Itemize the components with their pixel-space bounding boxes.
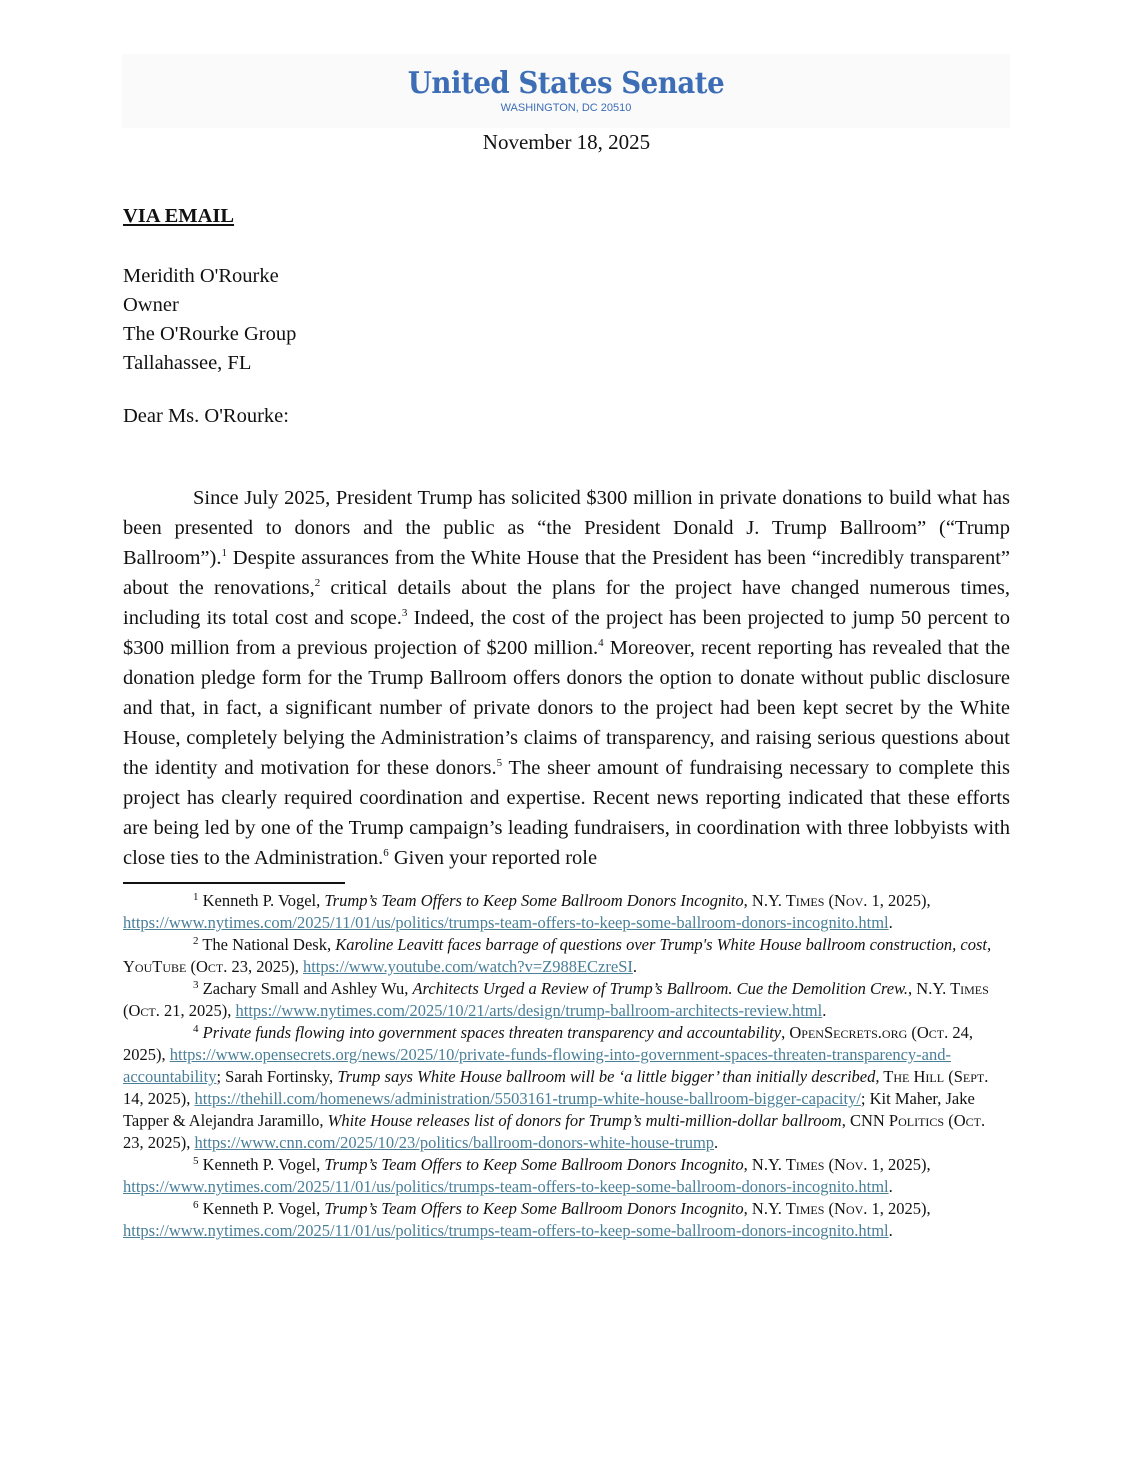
footnote-link[interactable]: https://www.opensecrets.org/news/2025/10/private-funds-flowing-into-government-spaces-threaten-transparency-and-accountability	[123, 1045, 951, 1086]
footnote-divider	[123, 882, 345, 884]
footnote-ref[interactable]: 5	[496, 756, 503, 769]
footnote-number: 5	[193, 1155, 199, 1167]
footnote-number: 1	[193, 891, 199, 903]
footnote-number: 4	[193, 1023, 199, 1035]
footnote-title: Private funds flowing into government spaces threaten transparency and accountability	[198, 1023, 782, 1042]
footnote-title: White House releases list of donors for Trump’s multi-million-dollar ballroom	[327, 1111, 842, 1130]
footnote-publication: , N.Y. Times (Oct. 21, 2025),	[123, 979, 989, 1020]
footnote-ref[interactable]: 3	[401, 606, 408, 619]
footnote-publication: , CNN Politics (Oct. 23, 2025),	[123, 1111, 986, 1152]
body-sentence: Indeed, the cost of the project has been projected to jump 50 percent to $300 million from a previous projection of $200 million.	[123, 606, 1010, 659]
footnote-ref[interactable]: 1	[221, 546, 227, 559]
footnote-publication: , N.Y. Times (Nov. 1, 2025),	[743, 891, 931, 910]
footnote-link[interactable]: https://www.nytimes.com/2025/10/21/arts/design/trump-ballroom-architects-review.html	[235, 1001, 823, 1020]
footnote-publication: YouTube (Oct. 23, 2025),	[123, 957, 303, 976]
footnote-end: .	[632, 957, 637, 976]
footnote-3	[123, 978, 993, 1022]
footnote-number: 6	[193, 1199, 199, 1211]
footnote-link[interactable]: https://www.cnn.com/2025/10/23/politics/ballroom-donors-white-house-trump	[194, 1133, 715, 1152]
footnote-ref[interactable]: 2	[314, 576, 321, 589]
footnote-title: Architects Urged a Review of Trump’s Ballroom. Cue the Demolition Crew.	[412, 979, 909, 998]
footnote-5	[123, 1154, 993, 1198]
recipient-organization: The O'Rourke Group	[123, 323, 297, 345]
footnote-1	[123, 890, 993, 934]
footnote-ref[interactable]: 4	[598, 636, 604, 649]
footnote-end: .	[822, 1001, 827, 1020]
body-sentence: Given your reported role	[388, 846, 598, 869]
footnote-link[interactable]: https://www.youtube.com/watch?v=Z988ECzreSI	[302, 957, 633, 976]
body-paragraph	[123, 483, 1010, 873]
footnotes	[123, 890, 993, 1242]
body-sentence: Since July 2025, President Trump has solicited $300 million in private donations to build what has been presented to donors and the public as “the President Donald J. Trump Ballroom” (“Trump Ballroom”).	[123, 486, 1010, 569]
footnote-author: ; Kit Maher, Jake Tapper & Alejandra Jaramillo,	[123, 1089, 975, 1130]
footnote-author: The National Desk,	[198, 935, 336, 954]
footnote-author: Kenneth P. Vogel,	[198, 1155, 325, 1174]
recipient-address	[123, 262, 296, 378]
recipient-title: Owner	[123, 294, 179, 316]
footnote-link[interactable]: https://www.nytimes.com/2025/11/01/us/politics/trumps-team-offers-to-keep-some-ballroom-donors-incognito.html	[123, 913, 889, 932]
footnote-publication: The Hill (Sept. 14, 2025),	[123, 1067, 989, 1108]
footnote-4	[123, 1022, 993, 1154]
letter-date: November 18, 2025	[482, 130, 651, 154]
footnote-title: Trump’s Team Offers to Keep Some Ballroom Donors Incognito	[324, 1155, 744, 1174]
footnote-title: Trump says White House ballroom will be ‘a little bigger’ than initially described,	[337, 1067, 880, 1086]
footnote-title: Karoline Leavitt faces barrage of questions over Trump's White House ballroom construction, cost,	[335, 935, 992, 954]
footnote-title: Trump’s Team Offers to Keep Some Ballroom Donors Incognito	[324, 891, 744, 910]
footnote-6	[123, 1198, 993, 1242]
footnote-publication: , N.Y. Times (Nov. 1, 2025),	[743, 1155, 931, 1174]
recipient-name: Meridith O'Rourke	[123, 265, 279, 287]
footnote-title: Trump’s Team Offers to Keep Some Ballroom Donors Incognito	[324, 1199, 744, 1218]
footnote-link[interactable]: https://www.nytimes.com/2025/11/01/us/politics/trumps-team-offers-to-keep-some-ballroom-donors-incognito.html	[123, 1221, 889, 1240]
footnote-author: Kenneth P. Vogel,	[198, 891, 325, 910]
footnote-publication: , OpenSecrets.org (Oct. 24, 2025),	[123, 1023, 973, 1064]
footnote-end: .	[888, 1177, 893, 1196]
recipient-location: Tallahassee, FL	[123, 352, 252, 374]
footnote-link[interactable]: https://thehill.com/homenews/administration/5503161-trump-white-house-ballroom-bigger-capacity/	[194, 1089, 861, 1108]
delivery-method: VIA EMAIL	[123, 205, 235, 227]
body-sentence: critical details about the plans for the project have changed numerous times, including its total cost and scope.	[123, 576, 1010, 629]
footnote-end: .	[888, 1221, 893, 1240]
salutation: Dear Ms. O'Rourke:	[123, 405, 289, 427]
footnote-end: .	[888, 913, 893, 932]
body-sentence: Despite assurances from the White House that the President has been “incredibly transparent” about the renovations,	[123, 546, 1010, 599]
letterhead-address: WASHINGTON, DC 20510	[500, 102, 632, 114]
letterhead	[122, 54, 1010, 128]
letterhead-title: United States Senate	[407, 66, 725, 101]
body-sentence: Moreover, recent reporting has revealed that the donation pledge form for the Trump Ballroom offers donors the option to donate without public disclosure and that, in fact, a significant number of private donors to the project had been kept secret by the White House, completely belying the Administration’s claims of transparency, and raising serious questions about the identity and motivation for these donors.	[123, 636, 1010, 779]
footnote-publication: , N.Y. Times (Nov. 1, 2025),	[743, 1199, 931, 1218]
footnote-author: Kenneth P. Vogel,	[198, 1199, 325, 1218]
body-sentence: The sheer amount of fundraising necessary to complete this project has clearly required coordination and expertise. Recent news reporting indicated that these efforts are being led by one of the Trump campaign’s leading fundraisers, in coordination with three lobbyists with close ties to the Administration.	[123, 756, 1010, 869]
footnote-end: .	[714, 1133, 719, 1152]
footnote-number: 2	[193, 935, 199, 947]
footnote-link[interactable]: https://www.nytimes.com/2025/11/01/us/politics/trumps-team-offers-to-keep-some-ballroom-donors-incognito.html	[123, 1177, 889, 1196]
footnote-author: Zachary Small and Ashley Wu,	[198, 979, 413, 998]
footnote-ref[interactable]: 6	[383, 846, 389, 859]
footnote-number: 3	[193, 979, 199, 991]
footnote-author: ; Sarah Fortinsky,	[216, 1067, 338, 1086]
footnote-2	[123, 934, 993, 978]
